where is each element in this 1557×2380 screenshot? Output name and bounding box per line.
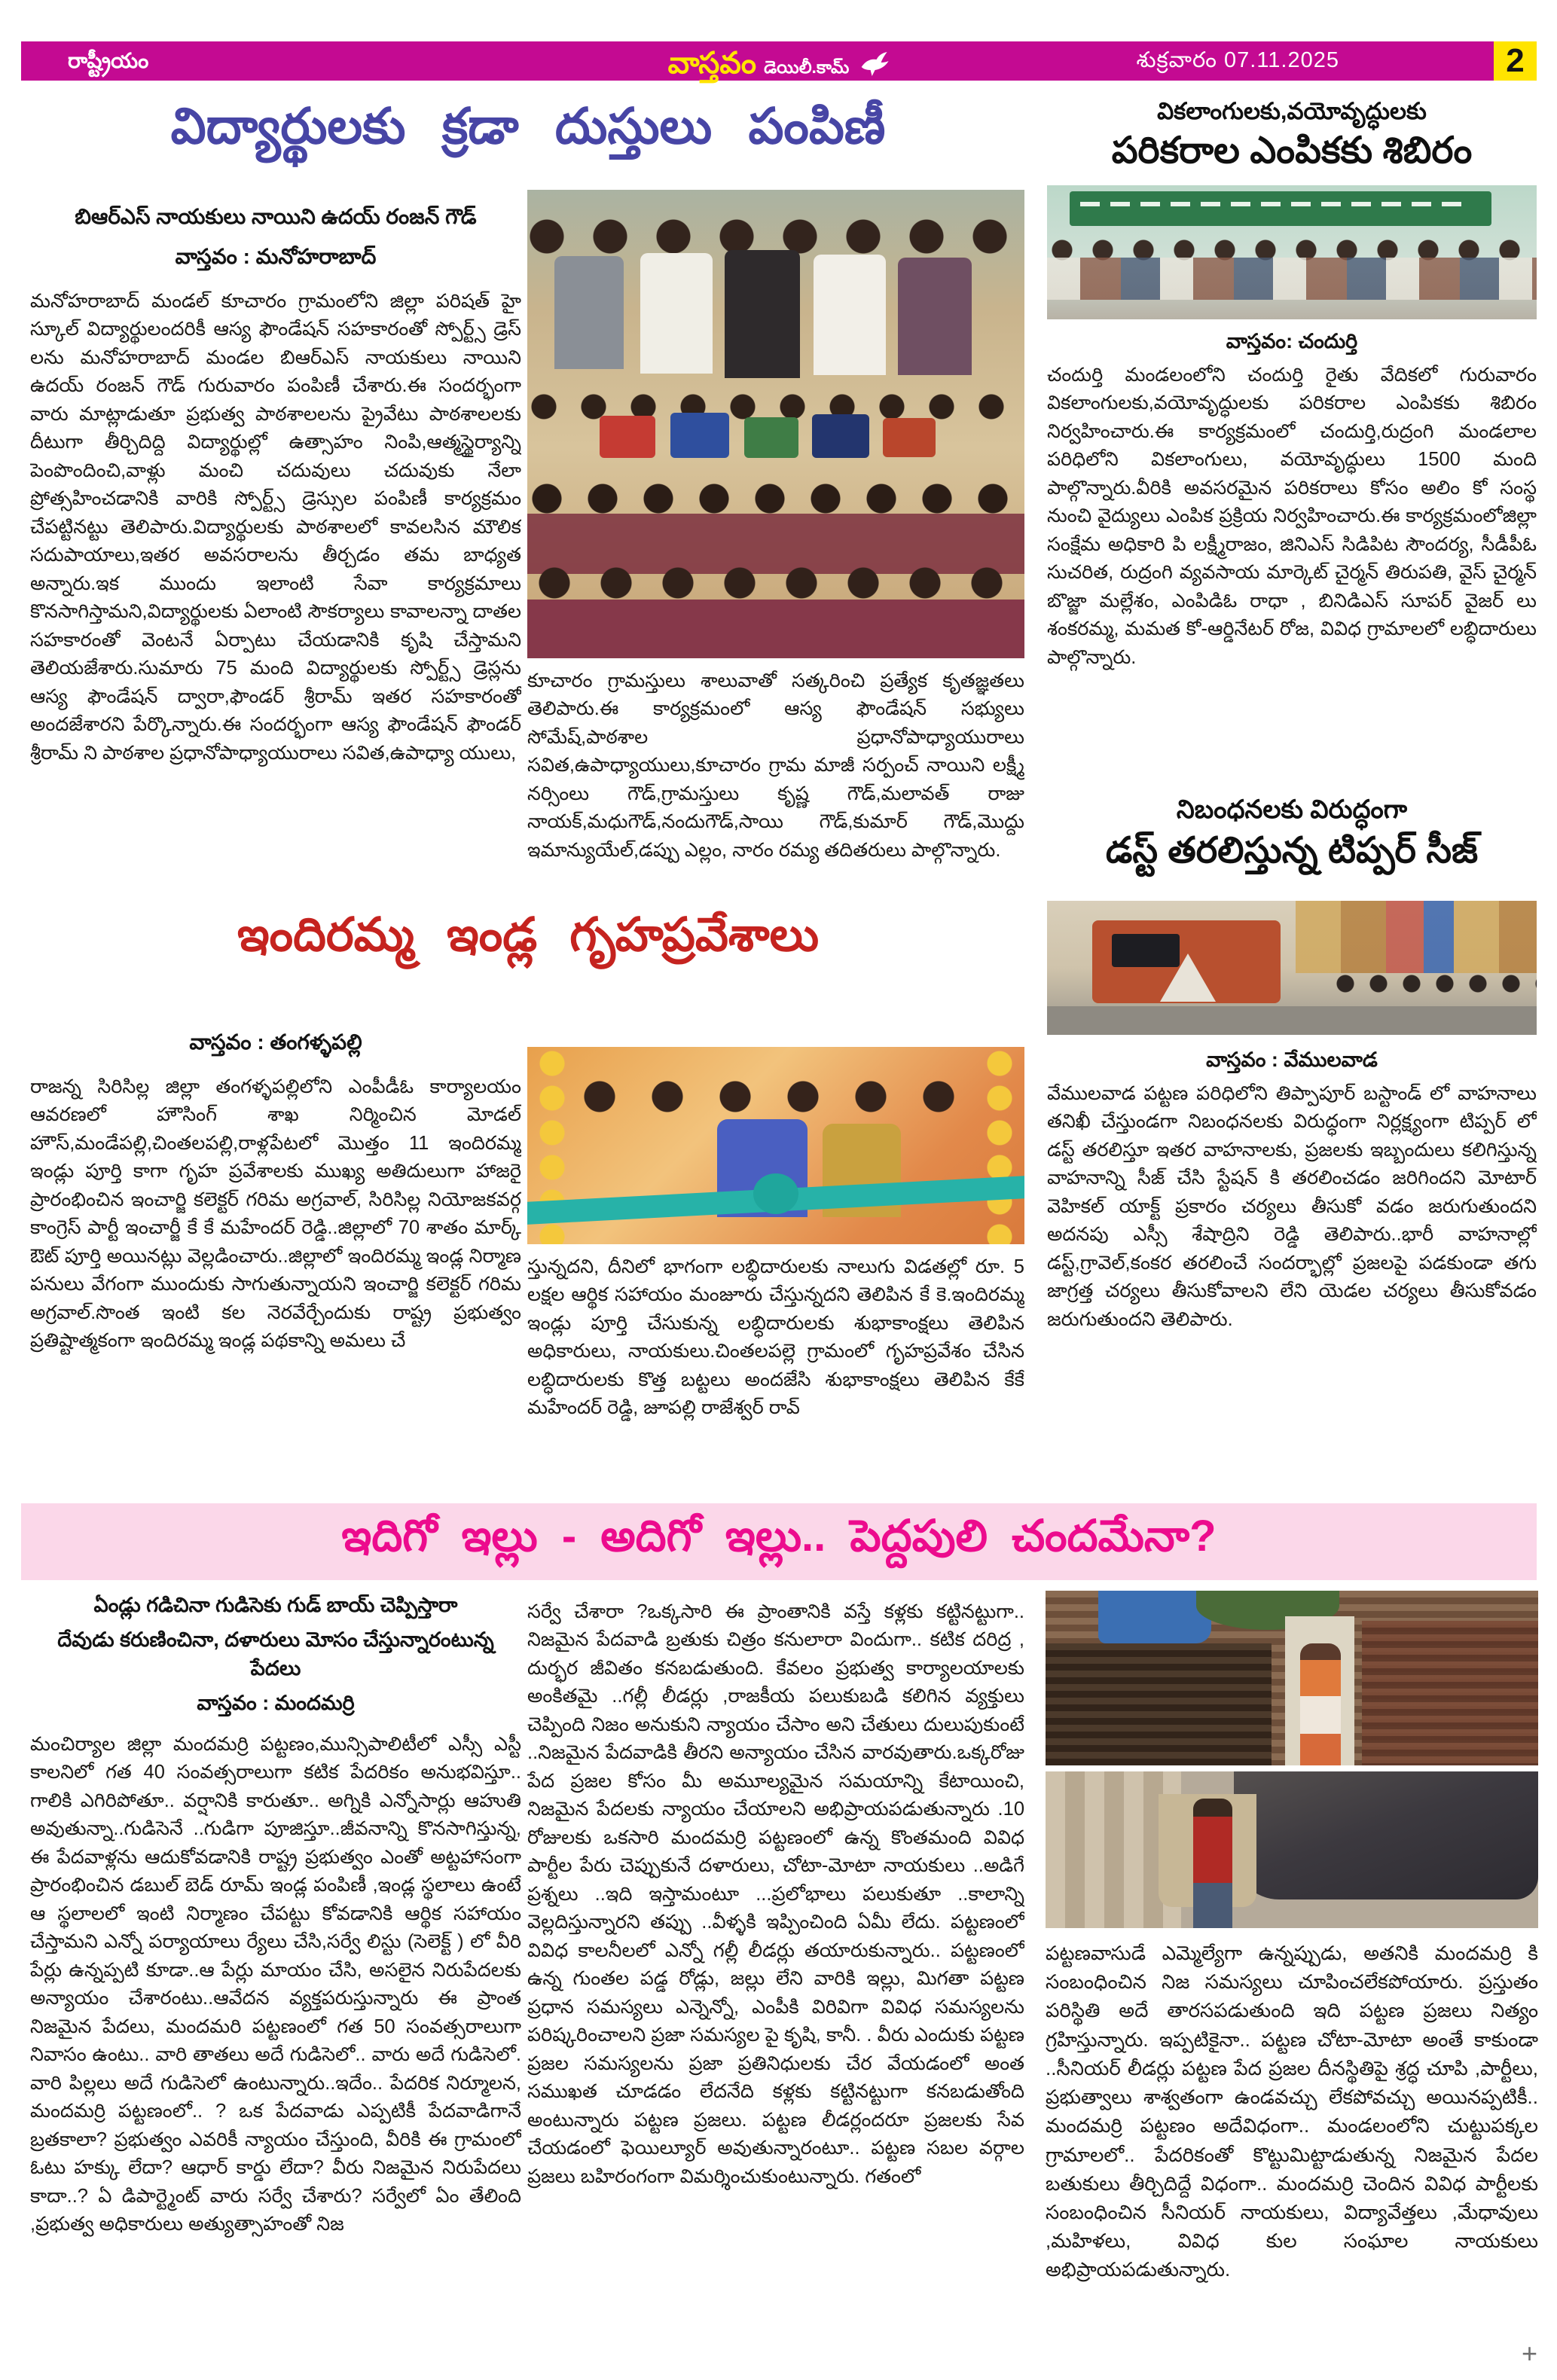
- camp-body: చందుర్తి మండలంలోని చందుర్తి రైతు వేదికలో గురువారం వికలాంగులకు,వయోవృద్ధులకు పరికరాల ఎంపికకు శిబిరం నిర్వహించారు.ఈ కార్యక్రమంలో చందుర్తి,రుద్రంగి మండలాల పరిధిలోని వికలాంగులు, వయోవృద్ధులు 1500 మంది పాల్గొన్నారు.వీరికి అవసరమైన పరికరాలు కోసం అలిం కో సంస్థ నుంచి వైద్యులు ఎంపిక ప్రక్రియ నిర్వహించారు.ఈ కార్యక్రమంలోజిల్లా సంక్షేమ అధికారి పి లక్ష్మీరాజం, జినిఎస్ సిడిపిట సౌందర్య, సీడీపీఓ సుచరిత, రుద్రంగి వ్యవసాయ మార్కెట్ చైర్మన్ తిరుపతి, వైస్ చైర్మన్ బొజ్జా మల్లేశం, ఎంపిడిఓ రాధా , బినిడిఎస్ సూపర్ వైజర్ లు శంకరమ్మ, మమత కో-ఆర్డినేటర్ రోజ, వివిధ గ్రామాలలో లబ్ధిదారులు పాల్గొన్నారు.: [1047, 365, 1537, 668]
- indiramma-body-right: స్తున్నదని, దీనిలో భాగంగా లబ్ధిదారులకు నాలుగు విడతల్లో రూ. 5 లక్షల ఆర్థిక సహాయం మంజూరు చేస్తున్నదని తెలిపిన కే కె.ఇందిరమ్మ ఇండ్లు పూర్తి చేసుకున్న లబ్ధిదారులకు శుభాకాంక్షలు తెలిపిన అధికారులు, నాయకులు.చింతలపల్లె గ్రామంలో గృహప్రవేశం చేసిన లబ్ధిదారులకు కొత్త బట్టలు అందజేసి శుభాకాంక్షలు తెలిపిన కేకే మహేందర్ రెడ్డి, జూపల్లి రాజేశ్వర్ రావ్: [527, 1256, 1024, 1419]
- camp-kicker: వికలాంగులకు,వయోవృద్ధులకు: [1157, 98, 1427, 124]
- page-number: 2: [1494, 41, 1537, 81]
- brand-name: వాస్తవం: [667, 47, 757, 80]
- tipper-body: వేములవాడ పట్టణ పరిధిలోని తిప్పాపూర్ బస్టాండ్ లో వాహనాలు తనిఖీ చేస్తుండగా నిబంధనలకు విరుద్ధంగా నిర్లక్ష్యంగా టిప్పర్ లో డస్ట్ తరలిస్తూ ఇతర వాహనాలకు, ప్రజలకు ఇబ్బందులు కలిగిస్తున్న వాహనాన్ని సీజ్ చేసి స్టేషన్ కి తరలించడం జరిగిందని మోటార్ వెహికల్ యాక్ట్ ప్రకారం చర్యలు తీసుకో వడం జరుగుతుందని అదనపు ఎస్సీ శేషాద్రిని రెడ్డి తెలిపారు..భారీ వాహనాల్లో డస్ట్,గ్రావెల్,కంకర తరలించే సందర్భాల్లో ప్రజలపై పడకుండా తగు జాగ్రత్త చర్యలు తీసుకోవాలని లేని యెడల చర్యలు తీసుకోవడం జరుగుతుందని తెలిపారు.: [1047, 1083, 1537, 1330]
- headline-tipper: డస్ట్ తరలిస్తున్న టిప్పర్ సీజ్: [1105, 831, 1479, 871]
- hut-article-col1: [30, 1594, 521, 2354]
- brand-block: [668, 43, 890, 88]
- hut-body-col3: పట్టణవాసుడే ఎమ్మెల్యేగా ఉన్నప్పుడు, అతనికి మందమర్రి కి సంబంధించిన నిజ సమస్యలు చూపించలేకపోయారు. ప్రస్తుతం పరిస్థితి అదే తారసపడుతుంది ఇది పట్టణ ప్రజలు నిత్యం గ్రహిస్తున్నారు. ఇప్పటికైనా.. పట్టణ చోటా-మోటా అంతే కాకుండా ..సీనియర్ లీడర్లు పట్టణ పేద ప్రజల దీనస్థితిపై శ్రద్ధ చూపి ,పార్టీలు, ప్రభుత్వాలు శాశ్వతంగా ఉండవచ్చు లేకపోవచ్చు అయినప్పటికీ.. మందమర్రి పట్టణం అదేవిధంగా.. మండలంలోని చుట్టుపక్కల గ్రామాలలో.. పేదరికంతో కొట్టుమిట్టాడుతున్న నిజమైన పేదల బతుకులు తీర్చిదిద్దే విధంగా.. మందమర్రి చెందిన వివిధ పార్టీలకు సంబంధించిన సీనియర్ నాయకులు, విద్యావేత్తలు ,మేధావులు ,మహిళలు, వివిధ కుల సంఘాల నాయకులు అభిప్రాయపడుతున్నారు.: [1046, 1942, 1538, 2281]
- section-label: రాష్ట్రీయం: [68, 49, 149, 72]
- hut-body-col1: మంచిర్యాల జిల్లా మందమర్రి పట్టణం,మున్సిపాలిటీలో ఎస్సీ ఎస్టీ కాలనిలో గత 40 సంవత్సరాలుగా కటిక పేదరికం అనుభవిస్తూ.. గాలికి ఎగిరిపోతూ.. వర్షానికి కారుతూ.. అగ్నికి ఎన్నోసార్లు ఆహుతి అవుతున్నా..గుడిసెనే ..గుడిగా పూజిస్తూ..జీవనాన్ని కొనసాగిస్తున్న, ఈ పేదవాళ్లను ఆదుకోవడానికి రాష్ట్ర ప్రభుత్వం ఎంతో అట్టహాసంగా ప్రారంభించిన డబుల్ బెడ్ రూమ్ ఇండ్ల పంపిణీ ,ఇండ్ల స్థలాలు ఉంటే ఆ స్థలాలలో ఇంటి నిర్మాణం చేపట్టు కోవడానికి ఆర్థిక సహాయం చేస్తామని ఎన్నో పర్యాయాలు ర్యేలు చేసి,సర్వే లిస్టు (సెలెక్ట్ ) లో వీరి పేర్లు ఉన్నప్పటి కూడా..ఆ పేర్లు మాయం చేసి, అసలైన నిరుపేదలకు అన్యాయం చేశారంటు..ఆవేదన వ్యక్తపరుస్తున్నారు ఈ ప్రాంత నిజమైన పేదలు, మందమరి పట్టణంలో గత 50 సంవత్సరాలుగా నివాసం ఉంటు.. వారి తాతలు అదే గుడిసెలో.. వారు అదే గుడిసెలో. వారి పిల్లలు అదే గుడిసెలో ఉంటున్నారు..ఇదేం.. పేదరిక నిర్మూలన, మందమర్రి పట్టణంలో.. ? ఒక పేదవాడు ఎప్పటికీ పేదవాడిగానే బ్రతకాలా? ప్రభుత్వం ఎవరికీ న్యాయం చేస్తుంది, వీరికి ఈ గ్రామంలో ఓటు హక్కు లేదా? ఆధార్ కార్డు లేదా? వీరు నిజమైన నిరుపేదలు కాదా..? ఏ డిపార్ట్మెంట్ వారు సర్వే చేశారు? సర్వేలో ఏం తేలింది ,ప్రభుత్వ అధికారులు అత్యుత్సాహంతో నిజ: [30, 1734, 521, 2235]
- brand-suffix: డెయిలీ.కామ్: [764, 57, 850, 77]
- hut-article-col2: [527, 1598, 1024, 2354]
- sports-caption: కూచారం గ్రామస్తులు శాలువాతో సత్కరించి ప్రత్యేక కృతజ్ఞతలు తెలిపారు.ఈ కార్యక్రమంలో ఆస్య ఫౌండేషన్ సభ్యులు సోమేష్,పాఠశాల ప్రధానోపాధ్యాయురాలు సవిత,ఉపాధ్యాయులు,కూచారం గ్రామ మాజీ సర్పంచ్ నాయిని లక్ష్మీ నర్సింలు గౌడ్,గ్రామస్తులు కృష్ణ గౌడ్,మలావత్ రాజు నాయక్,మధుగౌడ్,నందుగౌడ్,సాయి గౌడ్,కుమార్ గౌడ్,మొద్దు ఇమాన్యుయేల్,డప్పు ఎల్లం, నారం రమ్య తదితరులు పాల్గొన్నారు.: [527, 670, 1024, 861]
- headline-indiramma: ఇందిరమ్మ ఇండ్ల గృహప్రవేశాలు: [237, 909, 820, 961]
- headline-hut-banner: ఇదిగో ఇల్లు - అదిగో ఇల్లు.. పెద్దపులి చందమేనా?: [341, 1512, 1217, 1561]
- headline-sports: విద్యార్థులకు క్రడా దుస్తులు పంపిణీ: [170, 98, 886, 154]
- banner-strip: [21, 1503, 1537, 1580]
- tipper-kicker: నిబంధనలకు విరుద్ధంగా: [1176, 795, 1408, 824]
- headline-camp: పరికరాల ఎంపికకు శిబిరం: [1111, 130, 1473, 171]
- date-line: శుక్రవారం 07.11.2025: [1136, 48, 1339, 72]
- sports-byline: వాస్తవం : మనోహరాబాద్: [175, 245, 377, 268]
- hut-article-col3: [1046, 1591, 1538, 2360]
- indiramma-right-column: [527, 1047, 1024, 1499]
- sports-body: మనోహరాబాద్ మండల్ కూచారం గ్రామంలోని జిల్లా పరిషత్ హై స్కూల్ విద్యార్థులందరికీ ఆస్య ఫౌండేషన్ సహకారంతో స్పోర్ట్స్ డ్రెస్ లను మనోహరాబాద్ మండల బిఆర్ఎస్ నాయకులు నాయిని ఉదయ్ రంజన్ గౌడ్ గురువారం పంపిణీ చేశారు.ఈ సందర్భంగా వారు మాట్లాడుతూ ప్రభుత్వ పాఠశాలలను ప్రైవేటు పాఠశాలలకు దీటుగా తీర్చిదిద్ది విద్యార్థుల్లో ఉత్సాహం నింపి,ఆత్మస్థైర్యాన్ని పెంపొందించి,వాళ్లు మంచి చదువులు చదువుకు నేలా ప్రోత్సహించడానికి వారికి స్పోర్ట్స్ డ్రెస్సుల పంపిణీ కార్యక్రమం చేపట్టినట్టు తెలిపారు.విద్యార్థులకు పాఠశాలలో కావలసిన మౌలిక సదుపాయాలు,ఇతర అవసరాలను తీర్చడం తమ బాధ్యత అన్నారు.ఇక ముందు ఇలాంటి సేవా కార్యక్రమాలు కొనసాగిస్తామని,విద్యార్థులకు ఏలాంటి సౌకర్యాలు కావాలన్నా దాతల సహకారంతో వెంటనే ఏర్పాటు చేయడానికి కృషి చేస్తామని తెలియజేశారు.సుమారు 75 మంది విద్యార్థులకు స్పోర్ట్స్ డ్రెస్లను ఆస్య ఫౌండేషన్ ద్వారా,ఫౌండర్ శ్రీరామ్ ఇతర సహకారంతో అందజేశారని పేర్కొన్నారు.ఈ సందర్భంగా ఆస్య ఫౌండేషన్ ఫౌండర్ శ్రీరామ్ ని పాఠశాల ప్రధానోపాధ్యాయురాలు సవిత,ఉపాధ్యా యులు,: [30, 291, 521, 764]
- camp-byline: వాస్తవం: చందుర్తి: [1226, 330, 1358, 352]
- hut-subhead1: ఏండ్లు గడిచినా గుడిసెకు గుడ్ బాయ్ చెప్పిస్తారా: [93, 1594, 458, 1616]
- masthead-bar: [21, 41, 1537, 81]
- indiramma-left-column: [30, 1030, 521, 1499]
- photo-tipper-seized: [1047, 901, 1537, 1035]
- photo-tin-hut-woman: [1046, 1591, 1538, 1765]
- hut-body-col2: సర్వే చేశారా ?ఒక్కసారి ఈ ప్రాంతానికి వస్తే కళ్లకు కట్టినట్టుగా.. నిజమైన పేదవాడి బ్రతుకు చిత్రం కనులారా విందుగా.. కటిక దరిద్ర , దుర్భర జీవితం కనబడుతుంది. కేవలం ప్రభుత్వ కార్యాలయాలకు అంకితమై ..గల్లీ లీడర్లు ,రాజకీయ పలుకుబడి కలిగిన వ్యక్తులు చెప్పింది నిజం అనుకుని న్యాయం చేసాం అని చేతులు దులుపుకుంటే ..నిజమైన పేదవాడికి తీరని అన్యాయం చేసిన వారవుతారు.ఒక్కరోజు పేద ప్రజల కోసం మీ అమూల్యమైన సమయాన్ని కేటాయించి, నిజమైన పేదలకు న్యాయం చేయాలని అభిప్రాయపడుతున్నారు .10 రోజులకు ఒకసారి మందమర్రి పట్టణంలో ఉన్న కొంతమంది వివిధ పార్టీల పేరు చెప్పుకునే దళారులు, చోటా-మోటా నాయకులు ..అడిగే ప్రశ్నలు ..ఇది ఇస్తామంటూ ...ప్రలోభాలు పలుకుతూ ..కాలాన్ని వెల్లదిస్తున్నారని తప్పు ..వీళ్ళకి ఇప్పించింది ఏమీ లేదు. పట్టణంలో వివిధ కాలనీలలో ఎన్నో గల్లీ లీడర్లు తయారుకున్నారు.. పట్టణంలో ఉన్న గుంతల పడ్డ రోడ్లు, జల్లు లేని వారికి ఇల్లు, మిగతా పట్టణ ప్రధాన సమస్యలు ఎన్నెన్నో, ఎంపీకి విరివిగా వివిధ సమస్యలను పరిష్కరించాలని ప్రజా సమస్యల పై కృషి, కానీ. . వీరు ఎందుకు పట్టణ ప్రజల సమస్యలను ప్రజా ప్రతినిధులకు చేర వేయడంలో అంత సముఖత చూడడం లేదనేది కళ్లకు కట్టినట్టుగా కనబడుతోంది అంటున్నారు పట్టణ ప్రజలు. పట్టణ లీడర్లందరూ ప్రజలకు సేవ చేయడంలో ఫెయిల్యూర్ అవుతున్నారంటూ.. పట్టణ సబల వర్గాల ప్రజలు బహిరంగంగా విమర్శించుకుంటున్నారు. గతంలో: [527, 1601, 1024, 2187]
- photo-sports-distribution: [527, 190, 1024, 658]
- photo-house-warming-ribbon: [527, 1047, 1024, 1244]
- sports-kicker: బిఆర్ఎస్ నాయకులు నాయిని ఉదయ్ రంజన్ గౌడ్: [75, 205, 477, 228]
- tipper-byline: వాస్తవం : వేములవాడ: [1206, 1048, 1378, 1071]
- photo-camp-meeting: [1047, 185, 1537, 319]
- indiramma-body-left: రాజన్న సిరిసిల్ల జిల్లా తంగళ్ళపల్లిలోని ఎంపీడీఓ కార్యాలయం ఆవరణలో హౌసింగ్ శాఖ నిర్మించిన మోడల్ హౌస్,మండేపల్లి,చింతలపల్లి,రాళ్లపేటలో మొత్తం 11 ఇందిరమ్మ ఇండ్లు పూర్తి కాగా గృహ ప్రవేశాలకు ముఖ్య అతిదులుగా హాజరై ప్రారంభించిన ఇంచార్జి కలెక్టర్ గరిమ అగ్రవాల్, సిరిసిల్ల నియోజకవర్గ కాంగ్రెస్ పార్టీ ఇంచార్జీ కే కే మహేందర్ రెడ్డి..జిల్లాలో 70 శాతం మార్క్ ఔట్ పూర్తి అయినట్లు వెల్లడించారు..జిల్లాలో ఇందిరమ్మ ఇండ్ల నిర్మాణ పనులు వేగంగా ముందుకు సాగుతున్నాయని ఇంచార్జి కలెక్టర్ గరిమ అగ్రవాల్.సొంత ఇంటి కల నెరవేర్చేందుకు రాష్ట్ర ప్రభుత్వం ప్రతిష్టాత్మకంగా ఇందిరమ్మ ఇండ్ల పథకాన్ని అమలు చే: [30, 1076, 521, 1352]
- sports-article-middle-column: [527, 190, 1024, 904]
- sports-article-left-column: [30, 205, 521, 896]
- continuation-mark: +: [1521, 2338, 1537, 2369]
- photo-tarp-hut-man: [1046, 1771, 1538, 1928]
- hut-subhead2: దేవుడు కరుణించినా, దళారులు మోసం చేస్తున్నారంటున్న పేదలు: [57, 1628, 494, 1680]
- dove-icon: [856, 47, 890, 78]
- hut-byline: వాస్తవం : మందమర్రి: [197, 1692, 355, 1714]
- indiramma-byline: వాస్తవం : తంగళ్ళపల్లి: [189, 1030, 362, 1054]
